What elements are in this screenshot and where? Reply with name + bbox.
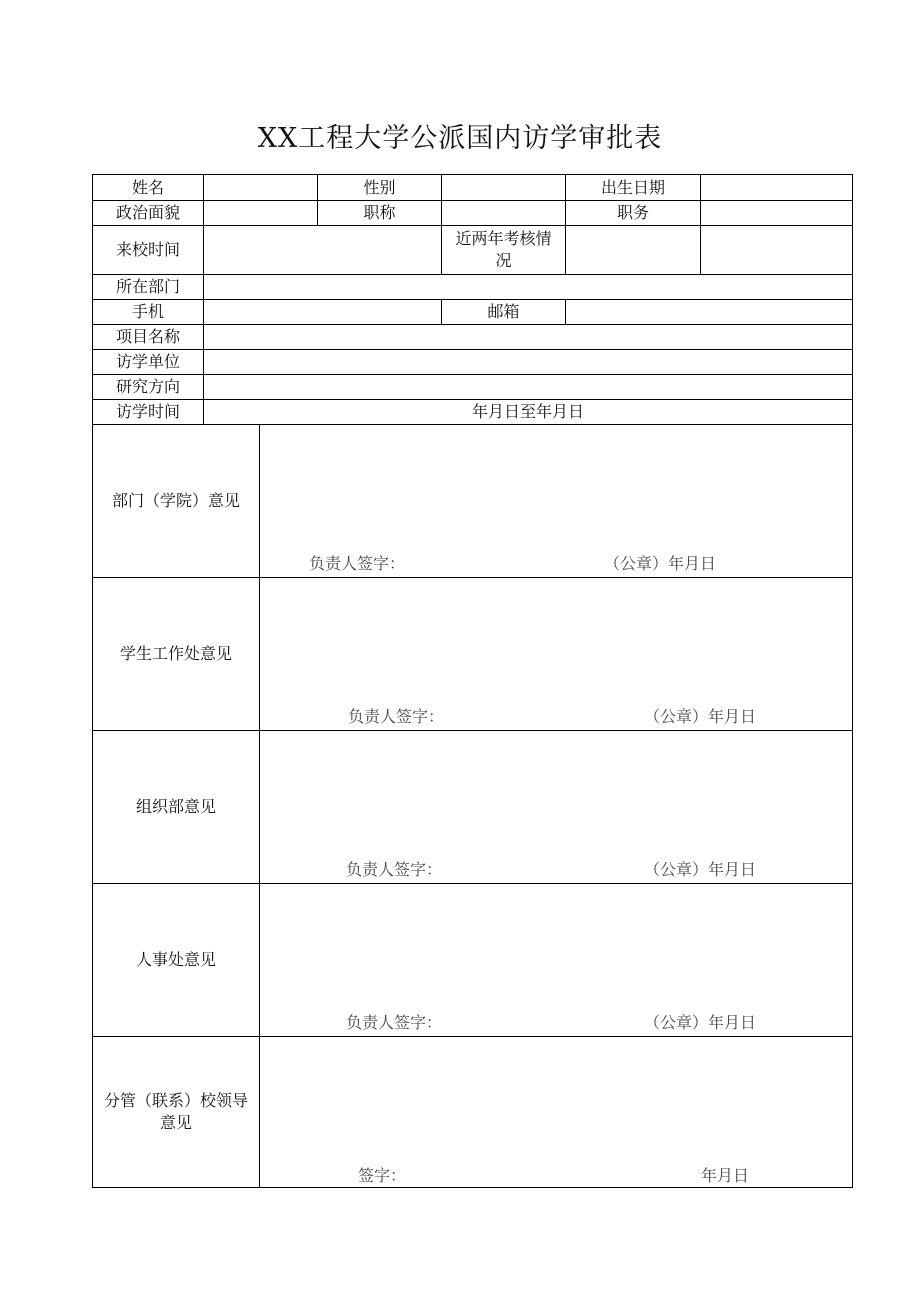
input-visit-time[interactable]: 年月日至年月日 [203, 399, 852, 424]
opinion-box-student-affairs[interactable] [259, 577, 852, 730]
label-department: 所在部门 [93, 274, 203, 299]
opinion-box-personnel[interactable] [259, 883, 852, 1036]
label-political-status: 政治面貌 [93, 200, 203, 225]
input-gender[interactable] [441, 175, 565, 200]
label-research-direction: 研究方向 [93, 374, 203, 399]
input-position[interactable] [700, 200, 852, 225]
input-project-name[interactable] [203, 324, 852, 349]
label-assessment: 近两年考核情况 [441, 225, 565, 274]
input-assessment[interactable] [565, 225, 700, 274]
input-host-unit[interactable] [203, 349, 852, 374]
label-birth-date: 出生日期 [565, 175, 700, 200]
seal-date-label: （公章）年月日 [644, 860, 757, 879]
label-host-unit: 访学单位 [93, 349, 203, 374]
opinion-label-organization: 组织部意见 [93, 730, 259, 883]
opinion-label-student-affairs: 学生工作处意见 [93, 577, 259, 730]
input-department[interactable] [203, 274, 852, 299]
form-title: XX工程大学公派国内访学审批表 [257, 123, 663, 154]
approval-form-table [92, 174, 853, 1188]
opinion-box-organization[interactable] [259, 730, 852, 883]
label-position: 职务 [565, 200, 700, 225]
date-label: 年月日 [701, 1166, 750, 1185]
opinion-label-school-leader: 分管（联系）校领导意见 [93, 1036, 259, 1187]
input-professional-title[interactable] [441, 200, 565, 225]
input-name[interactable] [203, 175, 317, 200]
seal-date-label: （公章）年月日 [644, 707, 757, 726]
input-assessment-extra[interactable] [700, 225, 852, 274]
opinion-label-personnel: 人事处意见 [93, 883, 259, 1036]
signature-label: 负责人签字： [346, 1013, 443, 1032]
seal-date-label: （公章）年月日 [644, 1013, 757, 1032]
input-email[interactable] [565, 299, 852, 324]
opinion-box-school-leader[interactable] [259, 1036, 852, 1187]
label-visit-time: 访学时间 [93, 399, 203, 424]
opinion-box-department[interactable] [259, 424, 852, 577]
signature-label: 签字： [358, 1166, 407, 1185]
label-arrival-time: 来校时间 [93, 225, 203, 274]
seal-date-label: （公章）年月日 [604, 554, 717, 573]
input-phone[interactable] [203, 299, 441, 324]
input-political-status[interactable] [203, 200, 317, 225]
label-phone: 手机 [93, 299, 203, 324]
input-arrival-time[interactable] [203, 225, 441, 274]
label-email: 邮箱 [441, 299, 565, 324]
signature-label: 负责人签字： [309, 554, 406, 573]
signature-label: 负责人签字： [346, 860, 443, 879]
label-professional-title: 职称 [317, 200, 441, 225]
input-birth-date[interactable] [700, 175, 852, 200]
signature-label: 负责人签字： [348, 707, 445, 726]
label-project-name: 项目名称 [93, 324, 203, 349]
opinion-label-department: 部门（学院）意见 [93, 424, 259, 577]
label-gender: 性别 [317, 175, 441, 200]
label-name: 姓名 [131, 177, 164, 197]
input-research-direction[interactable] [203, 374, 852, 399]
